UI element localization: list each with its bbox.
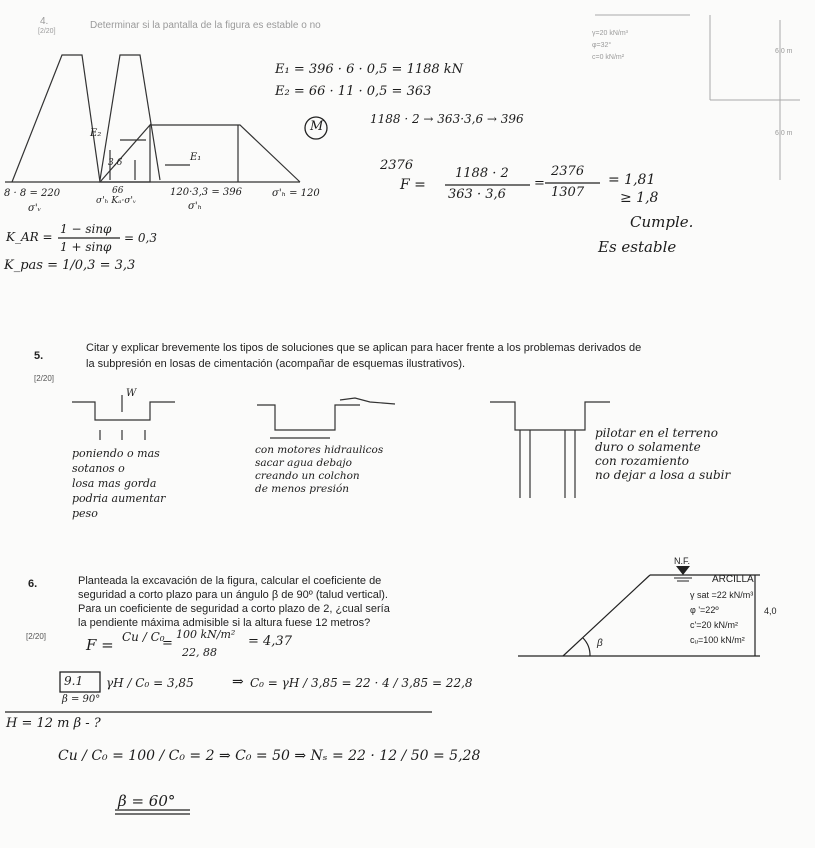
q5-note3 xyxy=(595,426,730,482)
q6-h12: H = 12 m β - ? xyxy=(6,716,101,731)
q6-points: [2/20] xyxy=(26,632,47,641)
q4-cumple: Cumple. xyxy=(630,213,694,231)
q6-cu-over-c: Cu / C₀ xyxy=(122,630,165,644)
q4-sigma1: 8 · 8 = 220 xyxy=(4,188,61,199)
q4-arm: 3,6 xyxy=(108,158,123,168)
q6-result: = 4,37 xyxy=(248,634,292,649)
q4-points: [2/20] xyxy=(38,28,56,35)
q6-c0: C₀ = γH / 3,85 = 22 · 4 / 3,85 = 22,8 xyxy=(250,676,473,690)
q4-statement: Determinar si la pantalla de la figura es estable o no xyxy=(90,20,321,31)
q6-height: 4,0 xyxy=(764,606,777,616)
q4-dim1: 6,0 m xyxy=(775,48,793,55)
water-table-marker xyxy=(676,566,690,575)
q4-f-result: = 1,81 xyxy=(608,172,656,188)
q4-f-left: F = xyxy=(400,177,426,193)
q6-phi: φ '=22º xyxy=(690,605,719,615)
q6-nf: N.F. xyxy=(674,556,691,566)
q6-den: 22, 88 xyxy=(182,646,217,659)
q4-e2-label: E₂ xyxy=(90,128,102,139)
q5-note2-line: con motores hidraulicos xyxy=(255,444,384,456)
q6-num: 100 kN/m² xyxy=(176,628,236,641)
q5-note3-line: pilotar en el terreno xyxy=(595,426,718,440)
q6-c: c'=20 kN/m² xyxy=(690,620,738,630)
q5-note2-line: creando un colchon xyxy=(255,470,360,482)
q6-beta60: β = 60° xyxy=(118,792,176,810)
q6-gh: γH / C₀ = 3,85 xyxy=(106,676,194,690)
q5-note3-line: duro o solamente xyxy=(595,440,701,454)
q4-kpas: K_pas = 1/0,3 = 3,3 xyxy=(4,258,136,273)
q4-sigma1-sym: σ'ᵥ xyxy=(28,203,42,214)
q4-c: c=0 kN/m² xyxy=(592,54,625,61)
q5-note1 xyxy=(72,446,165,521)
q6-beta-label: β xyxy=(597,638,603,649)
q4-kar-label: K_AR = xyxy=(6,230,53,244)
q5-note1-line: poniendo o mas xyxy=(72,447,160,460)
q5-note1-line: losa mas gorda xyxy=(72,477,157,490)
q4-f-num2: 2376 xyxy=(551,164,585,179)
q5-sketch1-label: W xyxy=(126,388,137,399)
q4-fraction-bars xyxy=(58,183,600,238)
q4-dim2: 6,0 m xyxy=(775,130,793,137)
q6-f: F = xyxy=(86,636,114,654)
q5-number: 5. xyxy=(34,350,44,362)
q6-beta90: β = 90° xyxy=(62,694,101,705)
q4-sigma2-sym: σ'ₕ Kₐ·σ'ᵥ xyxy=(96,196,137,206)
q4-right-figure xyxy=(595,15,800,180)
q6-statement-line: la pendiente máxima admisible si la altura fuese 12 metros? xyxy=(78,617,371,629)
q6-line2: Cu / C₀ = 100 / C₀ = 2 ⇒ C₀ = 50 ⇒ Nₛ = 22 · 12 / 50 = 5,28 xyxy=(58,748,481,764)
retaining-wall-sketch xyxy=(5,55,300,182)
q4-sigma4: σ'ₕ = 120 xyxy=(272,188,320,199)
q4-e1-label: E₁ xyxy=(190,152,202,163)
q4-phi: φ=32° xyxy=(592,42,612,49)
q5-statement-line1: Citar y explicar brevemente los tipos de soluciones que se aplican para hacer frente a los problemas derivados de xyxy=(86,342,642,354)
q4-number: 4. xyxy=(40,16,49,27)
q4-e2: E₂ = 66 · 11 · 0,5 = 363 xyxy=(275,84,432,99)
q4-f-num1: 1188 · 2 xyxy=(455,166,509,181)
q5-note2-line: sacar agua debajo xyxy=(255,457,352,469)
q6-statement xyxy=(78,574,390,630)
q6-arrow: ⇒ xyxy=(232,674,244,690)
q5-note2-line: de menos presión xyxy=(255,483,350,495)
q6-number: 6. xyxy=(28,578,38,590)
q6-gamma-sat: γ sat =22 kN/m³ xyxy=(690,590,754,600)
q6-statement-line: seguridad a corto plazo para un ángulo β de 90º (talud vertical). xyxy=(78,589,388,601)
q4-f-den1: 363 · 3,6 xyxy=(448,187,506,202)
q6-statement-line: Para un coeficiente de seguridad a corto plazo de 2, ¿cual sería xyxy=(78,603,390,615)
q5-note1-line: sotanos o xyxy=(72,462,125,475)
q5-note2 xyxy=(255,444,383,496)
q4-kar-value: = 0,3 xyxy=(124,231,157,245)
q5-note3-line: no dejar a losa a subir xyxy=(595,468,731,482)
q4-e1: E₁ = 396 · 6 · 0,5 = 1188 kN xyxy=(275,62,464,77)
q4-kar-num: 1 − sinφ xyxy=(60,222,112,236)
q6-cu: cᵤ=100 kN/m² xyxy=(690,635,745,645)
q5-statement-line2: la subpresión en losas de cimentación (acompañar de esquemas ilustrativos). xyxy=(86,358,466,370)
q4-sigma3: 120·3,3 = 396 xyxy=(170,187,242,198)
q4-gamma: γ=20 kN/m³ xyxy=(592,30,628,37)
q6-soil: ARCILLA xyxy=(712,574,754,585)
q4-sigma3-sym: σ'ₕ xyxy=(188,201,202,212)
q4-f-den2: 1307 xyxy=(551,185,585,200)
q4-sigma2: 66 xyxy=(112,186,124,196)
q5-note1-line: podria aumentar xyxy=(72,492,166,505)
q4-eq1: = xyxy=(534,176,545,191)
q4-kar-den: 1 + sinφ xyxy=(60,240,112,254)
q6-eq: = xyxy=(162,636,173,651)
q4-calc2: 2376 xyxy=(380,158,414,173)
q4-calc1: 1188 · 2 → 363·3,6 → 396 xyxy=(370,112,524,126)
q6-boxed: 9.1 xyxy=(64,674,84,688)
q5-points: [2/20] xyxy=(34,374,55,383)
q5-note3-line: con rozamiento xyxy=(595,454,690,468)
q4-m: M xyxy=(310,119,324,134)
q6-statement-line: Planteada la excavación de la figura, calcular el coeficiente de xyxy=(78,575,382,587)
q5-note1-line: peso xyxy=(72,507,98,520)
q4-estable: Es estable xyxy=(598,238,677,256)
q4-compare: ≥ 1,8 xyxy=(620,190,659,206)
